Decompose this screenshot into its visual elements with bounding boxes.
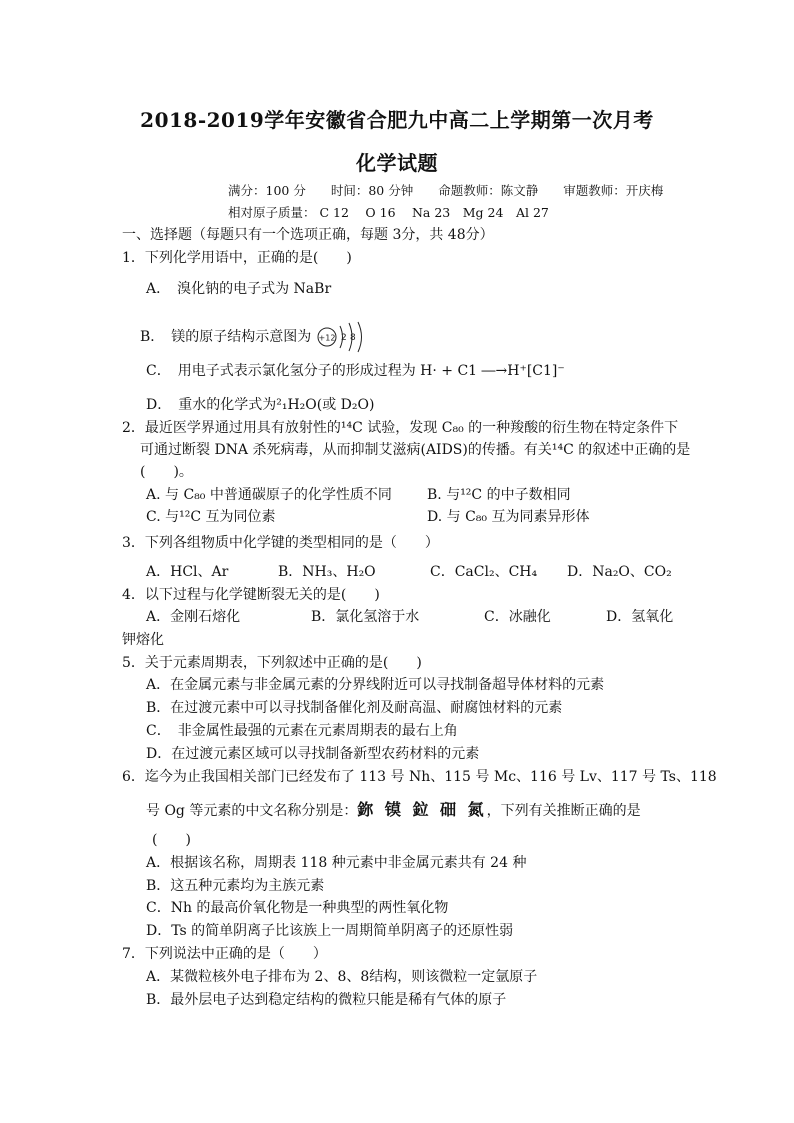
q1-option-a: A． 溴化钠的电子式为 NaBr (146, 281, 332, 297)
q4-option-a: A．金刚石熔化 (146, 609, 241, 625)
q4-option-d-wrap: 钾熔化 (122, 632, 164, 648)
svg-text:8: 8 (349, 333, 356, 343)
q7-option-a: A．某微粒核外电子排布为 2、8、8结构，则该微粒一定氩原子 (146, 969, 538, 985)
exam-title: 2018-2019学年安徽省合肥九中高二上学期第一次月考 (140, 108, 654, 132)
q3-option-d: D．Na₂O、CO₂ (567, 564, 672, 580)
q1-option-b-text: B． 镁的原子结构示意图为 (140, 329, 312, 345)
element-names-image: 鉨 镆 鉝 鿬 氮 (357, 800, 487, 819)
q1-stem: 1．下列化学用语中，正确的是( ) (122, 250, 352, 266)
exam-meta-line2: 相对原子质量： C 12 O 16 Na 23 Mg 24 Al 27 (228, 205, 549, 220)
q1-option-d: D． 重水的化学式为²₁H₂O(或 D₂O) (146, 397, 375, 413)
q7-option-b: B．最外层电子达到稳定结构的微粒只能是稀有气体的原子 (146, 992, 507, 1008)
q6-stem-line3: ( ) (152, 832, 191, 848)
q1-option-b (140, 320, 366, 354)
q6-option-a: A．根据该名称，周期表 118 种元素中非金属元素共有 24 种 (146, 855, 527, 871)
q7-stem: 7．下列说法中正确的是（ ） (122, 946, 327, 962)
q6-option-b: B．这五种元素均为主族元素 (146, 878, 325, 894)
q2-option-c: C. 与¹²C 互为同位素 (146, 509, 276, 525)
q6-stem-line2-tail: ，下列有关推断正确的是 (486, 803, 641, 819)
q5-option-c: C． 非金属性最强的元素在元素周期表的最右上角 (146, 723, 458, 739)
exam-subtitle: 化学试题 (356, 151, 438, 175)
q6-option-c: C．Nh 的最高价氧化物是一种典型的两性氧化物 (146, 900, 449, 916)
q6-stem-line2 (146, 800, 641, 821)
q5-option-b: B．在过渡元素中可以寻找制备催化剂及耐高温、耐腐蚀材料的元素 (146, 700, 563, 716)
q4-option-c: C．冰融化 (484, 609, 551, 625)
q3-option-a: A．HCl、Ar (146, 564, 229, 580)
q6-stem-line1: 6．迄今为止我国相关部门已经发布了 113 号 Nh、115 号 Mc、116 号 Lv、117 号 Ts、118 (122, 769, 717, 785)
q3-option-b: B．NH₃、H₂O (278, 564, 376, 580)
q4-stem: 4．以下过程与化学键断裂无关的是( ) (122, 587, 380, 603)
q3-stem: 3．下列各组物质中化学键的类型相同的是（ ） (122, 535, 439, 551)
q4-option-d: D．氢氧化 (606, 609, 674, 625)
exam-meta-line1: 满分：100 分 时间：80 分钟 命题教师：陈文静 审题教师：开庆梅 (228, 183, 664, 198)
q5-option-a: A．在金属元素与非金属元素的分界线附近可以寻找制备超导体材料的元素 (146, 677, 605, 693)
q5-option-d: D．在过渡元素区域可以寻找制备新型农药材料的元素 (146, 746, 480, 762)
section-heading: 一、选择题（每题只有一个选项正确，每题 3分，共 48分） (122, 227, 494, 243)
q6-option-d: D．Ts 的简单阴离子比该族上一周期简单阴离子的还原性弱 (146, 923, 514, 939)
q2-option-b: B. 与¹²C 的中子数相同 (427, 487, 571, 503)
svg-text:2: 2 (340, 333, 347, 343)
q5-stem: 5．关于元素周期表，下列叙述中正确的是( ) (122, 655, 422, 671)
q2-option-a: A. 与 C₈₀ 中普通碳原子的化学性质不同 (146, 487, 392, 503)
q2-stem-line2: 可通过断裂 DNA 杀死病毒，从而抑制艾滋病(AIDS)的传播。有关¹⁴C 的叙述中正确的是 (140, 442, 691, 458)
q3-option-c: C．CaCl₂、CH₄ (430, 564, 538, 580)
q2-option-d: D. 与 C₈₀ 互为同素异形体 (427, 509, 590, 525)
magnesium-atom-diagram-icon (316, 320, 366, 354)
q2-stem-line1: 2．最近医学界通过用具有放射性的¹⁴C 试验，发现 C₈₀ 的一种羧酸的衍生物在特定条件下 (122, 420, 679, 436)
q2-stem-line3: ( )。 (140, 464, 193, 480)
svg-text:+12: +12 (318, 333, 336, 343)
q1-option-c: C． 用电子式表示氯化氢分子的形成过程为 H· + C1 ―→H⁺[C1]⁻ (146, 363, 565, 379)
q4-option-b: B．氯化氢溶于水 (311, 609, 420, 625)
q6-stem-line2-text: 号 Og 等元素的中文名称分别是： (146, 803, 358, 819)
